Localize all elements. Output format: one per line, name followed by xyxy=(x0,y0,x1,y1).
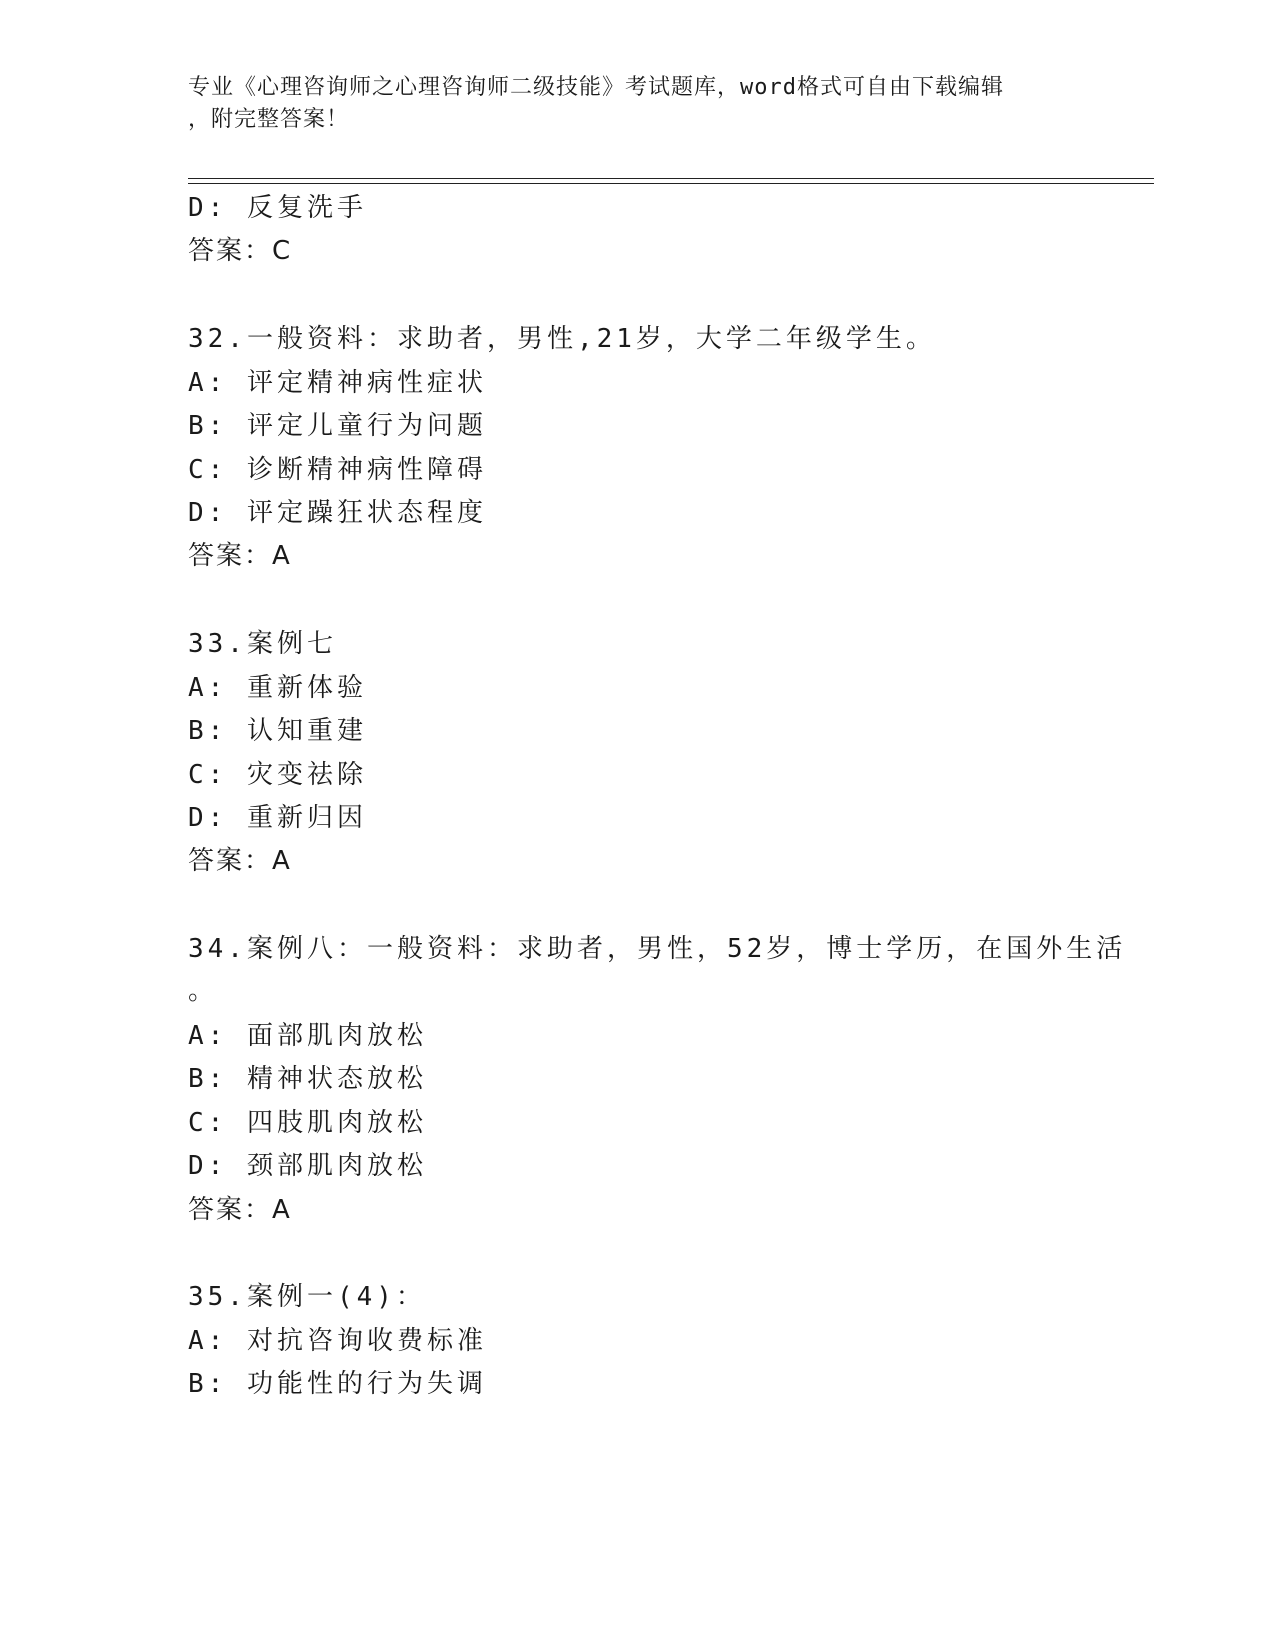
header-line-1: 专业《心理咨询师之心理咨询师二级技能》考试题库，word格式可自由下载编辑 xyxy=(188,75,1004,100)
option-31-d: D: 反复洗手 xyxy=(188,193,367,223)
option-35-a: A: 对抗咨询收费标准 xyxy=(188,1326,487,1356)
question-34-stem: 34.案例八：一般资料：求助者，男性，52岁，博士学历，在国外生活 xyxy=(188,934,1127,964)
option-34-a: A: 面部肌肉放松 xyxy=(188,1021,427,1051)
header-divider-top xyxy=(188,178,1154,179)
answer-31: 答案：C xyxy=(188,236,293,266)
option-32-c: C: 诊断精神病性障碍 xyxy=(188,455,487,485)
option-33-d: D: 重新归因 xyxy=(188,803,367,833)
header-divider-bottom xyxy=(188,183,1154,184)
question-32-stem: 32.一般资料：求助者，男性,21岁，大学二年级学生。 xyxy=(188,324,936,354)
question-33-stem: 33.案例七 xyxy=(188,629,337,659)
question-34-stem-continued: 。 xyxy=(188,976,219,1006)
option-34-d: D: 颈部肌肉放松 xyxy=(188,1151,427,1181)
option-32-b: B: 评定儿童行为问题 xyxy=(188,411,487,441)
option-34-c: C: 四肢肌肉放松 xyxy=(188,1108,427,1138)
answer-33: 答案：A xyxy=(188,846,292,876)
document-header xyxy=(188,72,1068,136)
question-35-stem: 35.案例一(4)： xyxy=(188,1282,426,1312)
answer-34: 答案：A xyxy=(188,1195,292,1225)
answer-32: 答案：A xyxy=(188,541,292,571)
option-32-a: A: 评定精神病性症状 xyxy=(188,368,487,398)
header-line-2: ，附完整答案！ xyxy=(188,107,350,132)
option-33-c: C: 灾变祛除 xyxy=(188,760,367,790)
option-35-b: B: 功能性的行为失调 xyxy=(188,1369,487,1399)
option-33-a: A: 重新体验 xyxy=(188,673,367,703)
option-32-d: D: 评定躁狂状态程度 xyxy=(188,498,487,528)
option-34-b: B: 精神状态放松 xyxy=(188,1064,427,1094)
option-33-b: B: 认知重建 xyxy=(188,716,367,746)
